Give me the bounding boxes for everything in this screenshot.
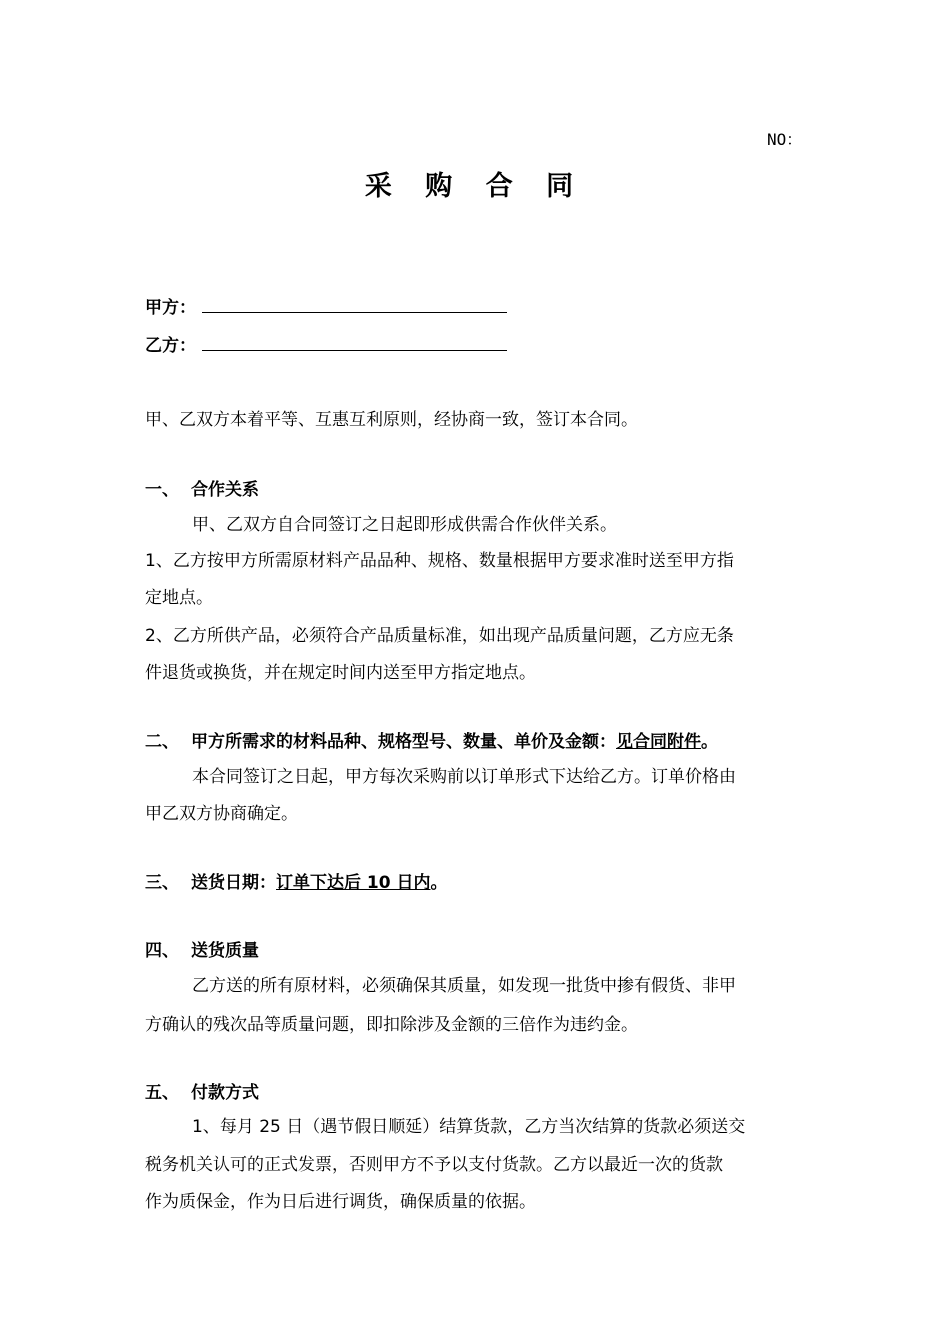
section-1-item-1-line-2: 定地点。	[145, 588, 213, 608]
page-title: 采 购 合 同	[364, 171, 586, 202]
section-4-line-1: 乙方送的所有原材料，必须确保其质量，如发现一批货中掺有假货、非甲	[192, 976, 736, 996]
contract-number-label: NO：	[767, 130, 803, 149]
intro-paragraph: 甲、乙双方本着平等、互惠互利原则，经协商一致，签订本合同。	[145, 410, 638, 430]
section-4-heading	[145, 936, 259, 961]
party-a-label: 甲方：	[145, 298, 196, 318]
party-b-blank-line[interactable]	[202, 350, 507, 351]
party-b-label: 乙方：	[145, 336, 196, 356]
party-a-blank-line[interactable]	[202, 312, 507, 313]
section-1-title: 合作关系	[191, 480, 259, 500]
section-4-number: 四、	[145, 941, 179, 961]
section-5-heading	[145, 1078, 259, 1103]
section-2-attachment-ref: 见合同附件	[616, 732, 701, 752]
section-1-item-1-line-1: 1、乙方按甲方所需原材料产品品种、规格、数量根据甲方要求准时送至甲方指	[145, 551, 734, 571]
section-1-heading	[145, 475, 259, 500]
section-3-heading	[145, 868, 448, 893]
section-2-line-1: 本合同签订之日起，甲方每次采购前以订单形式下达给乙方。订单价格由	[192, 767, 736, 787]
section-5-line-1: 1、每月 25 日（遇节假日顺延）结算货款，乙方当次结算的货款必须送交	[192, 1117, 746, 1137]
section-1-item-2-line-2: 件退货或换货，并在规定时间内送至甲方指定地点。	[145, 663, 536, 683]
section-5-title: 付款方式	[191, 1083, 259, 1103]
section-2-line-2: 甲乙双方协商确定。	[145, 804, 298, 824]
section-1-paragraph: 甲、乙双方自合同签订之日起即形成供需合作伙伴关系。	[192, 515, 617, 535]
section-5-line-2: 税务机关认可的正式发票，否则甲方不予以支付货款。乙方以最近一次的货款	[145, 1155, 723, 1175]
section-3-number: 三、	[145, 873, 179, 893]
section-4-line-2: 方确认的残次品等质量问题，即扣除涉及金额的三倍作为违约金。	[145, 1015, 638, 1035]
section-5-number: 五、	[145, 1083, 179, 1103]
section-3-title-end: 。	[430, 873, 448, 893]
section-1-item-2-line-1: 2、乙方所供产品，必须符合产品质量标准，如出现产品质量问题，乙方应无条	[145, 626, 734, 646]
section-4-title: 送货质量	[191, 941, 259, 961]
section-3-delivery-term: 订单下达后 10 日内	[276, 873, 431, 893]
section-5-line-3: 作为质保金，作为日后进行调货，确保质量的依据。	[145, 1192, 536, 1212]
section-1-number: 一、	[145, 480, 179, 500]
section-2-heading	[145, 727, 718, 752]
section-3-title: 送货日期：	[191, 873, 276, 893]
section-2-title: 甲方所需求的材料品种、规格型号、数量、单价及金额：	[191, 732, 616, 752]
section-2-title-end: 。	[701, 732, 718, 752]
section-2-number: 二、	[145, 732, 179, 752]
